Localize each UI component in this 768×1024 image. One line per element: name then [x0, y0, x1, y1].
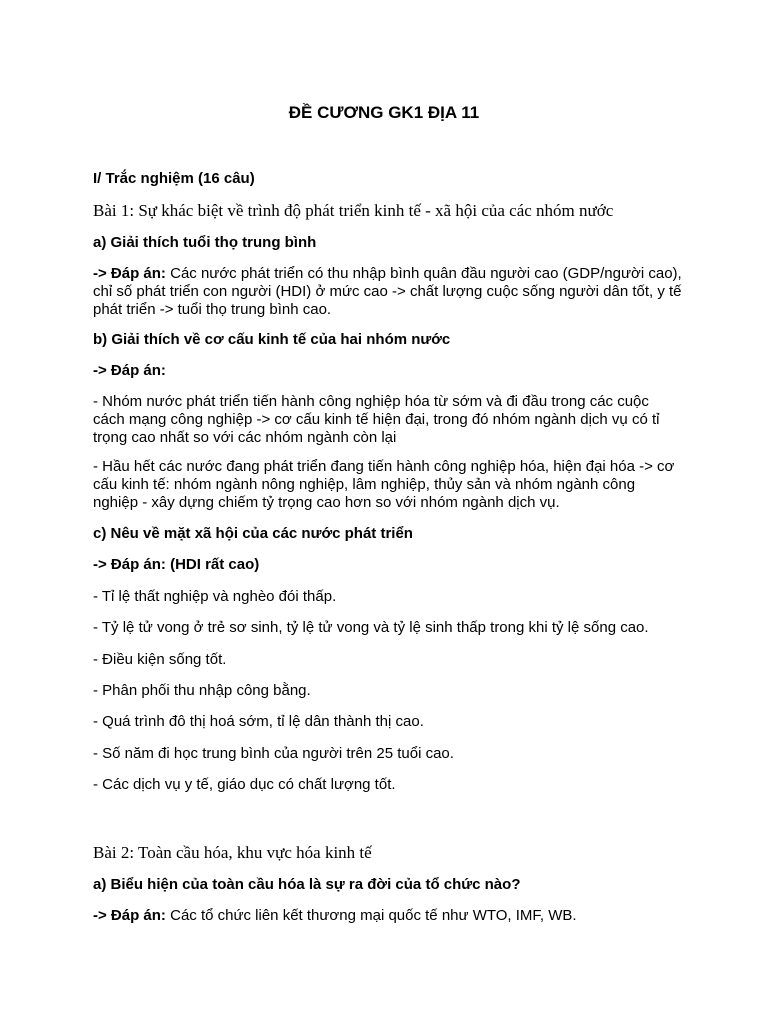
lesson-2-heading: Bài 2: Toàn cầu hóa, khu vực hóa kinh tế	[93, 843, 372, 862]
list-item: - Quá trình đô thị hoá sớm, tỉ lệ dân thành thị cao.	[93, 713, 424, 730]
lesson-1-answer-b-paragraph-2: - Hầu hết các nước đang phát triển đang tiến hành công nghiệp hóa, hiện đại hóa -> cơ cấu kinh tế: nhóm ngành nông nghiệp, lâm nghiệp, thủy sản và nhóm ngành công nghiệp - xây dựng chiếm tỷ trọng cao hơn so với nhóm ngành dịch vụ.	[93, 458, 675, 511]
answer-text: Các nước phát triển có thu nhập bình quân đầu người cao (GDP/người cao), chỉ số phát triển con người (HDI) ở mức cao -> chất lượng cuộc sống người dân tốt, y tế phát triển -> tuổi thọ trung bình cao.	[93, 265, 682, 318]
section-heading-multiple-choice: I/ Trắc nghiệm (16 câu)	[93, 170, 255, 187]
list-item: - Số năm đi học trung bình của người trên 25 tuổi cao.	[93, 745, 454, 762]
lesson-1-answer-b-label: -> Đáp án:	[93, 362, 166, 379]
document-title: ĐỀ CƯƠNG GK1 ĐỊA 11	[288, 103, 480, 122]
lesson-1-question-a: a) Giải thích tuổi thọ trung bình	[93, 234, 317, 251]
lesson-1-question-b: b) Giải thích về cơ cấu kinh tế của hai nhóm nước	[93, 331, 451, 348]
answer-text: Các tổ chức liên kết thương mại quốc tế như WTO, IMF, WB.	[165, 907, 577, 924]
lesson-1-answer-b-paragraph-1: - Nhóm nước phát triển tiến hành công nghiệp hóa từ sớm và đi đầu trong các cuộc cách mạng công nghiệp -> cơ cấu kinh tế hiện đại, trong đó nhóm ngành dịch vụ có tỉ trọng cao nhất so với các nhóm ngành còn lại	[93, 393, 660, 446]
list-item: - Phân phối thu nhập công bằng.	[93, 682, 311, 699]
lesson-2-answer-a	[93, 907, 683, 925]
lesson-1-answer-a	[93, 265, 683, 319]
lesson-1-answer-c-label: -> Đáp án: (HDI rất cao)	[93, 556, 260, 573]
list-item: - Tỷ lệ tử vong ở trẻ sơ sinh, tỷ lệ tử vong và tỷ lệ sinh thấp trong khi tỷ lệ sống cao.	[93, 619, 649, 636]
list-item: - Các dịch vụ y tế, giáo dục có chất lượng tốt.	[93, 776, 396, 793]
list-item: - Điều kiện sống tốt.	[93, 651, 227, 668]
list-item: - Tỉ lệ thất nghiệp và nghèo đói thấp.	[93, 588, 337, 605]
answer-label: -> Đáp án:	[93, 907, 166, 924]
answer-label: -> Đáp án:	[93, 265, 166, 282]
lesson-1-heading: Bài 1: Sự khác biệt về trình độ phát triển kinh tế - xã hội của các nhóm nước	[93, 201, 614, 220]
lesson-1-question-c: c) Nêu về mặt xã hội của các nước phát triển	[93, 525, 413, 542]
lesson-2-question-a: a) Biểu hiện của toàn cầu hóa là sự ra đời của tổ chức nào?	[93, 876, 521, 893]
